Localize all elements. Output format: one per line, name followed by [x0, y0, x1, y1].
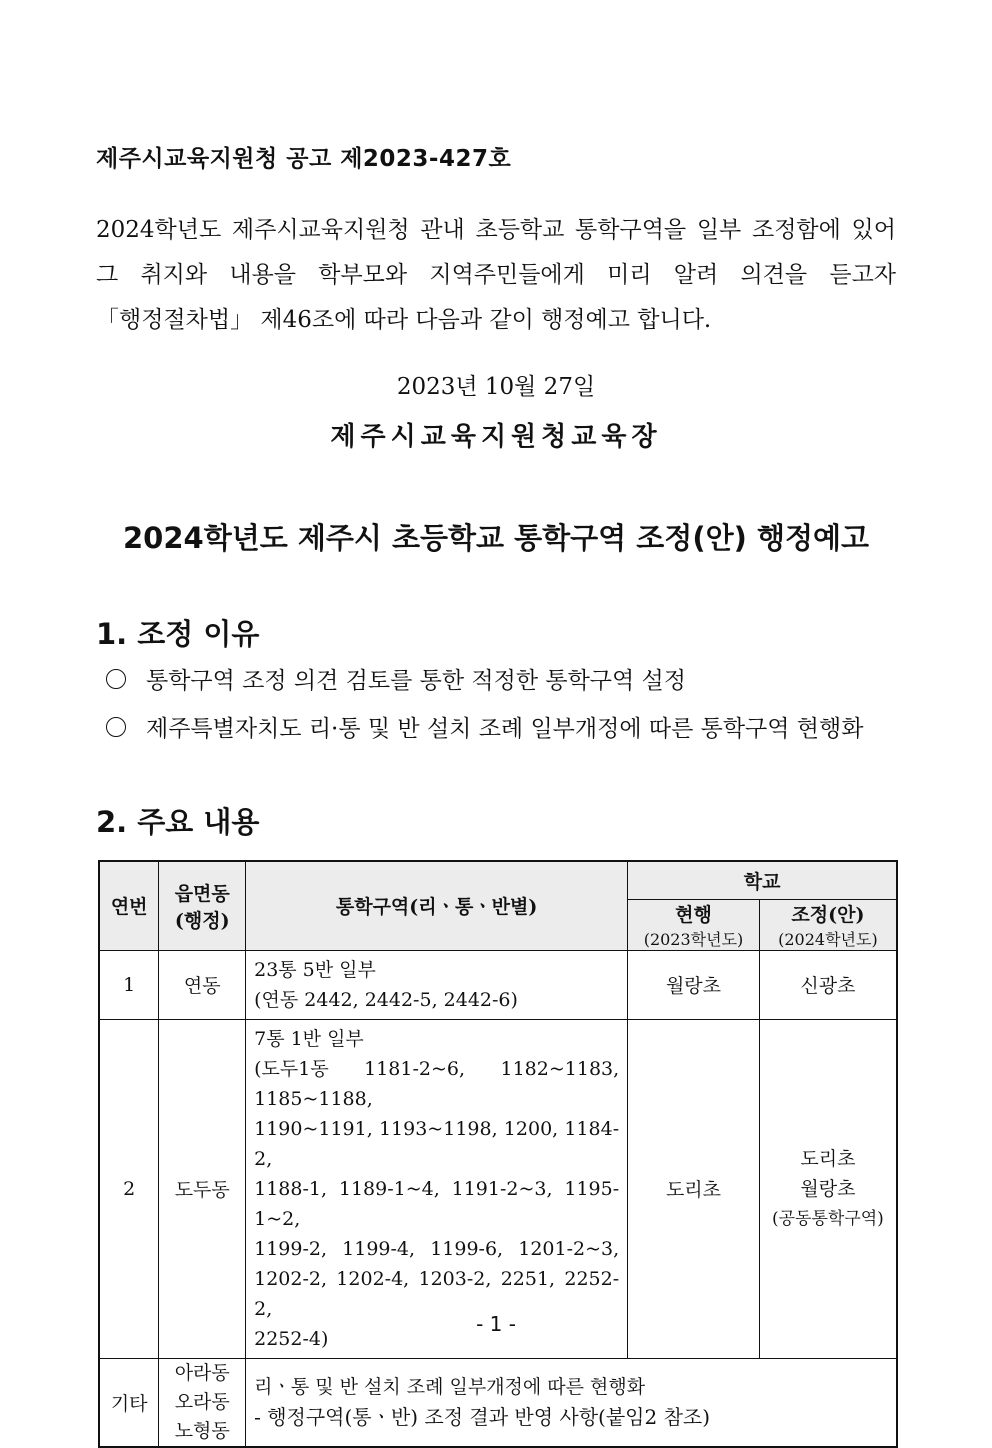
cell-other-dongs: 아라동 오라동 노형동: [159, 1358, 246, 1447]
bullet-text: 통학구역 조정 의견 검토를 통한 적정한 통학구역 설정: [146, 668, 686, 694]
notice-number: 제주시교육지원청 공고 제2023-427호: [96, 146, 512, 172]
cell-other-content: 리ㆍ통 및 반 설치 조례 일부개정에 따른 현행화 - 행정구역(통ㆍ반) 조정 결과 반영 사항(붙임2 참조): [246, 1358, 897, 1447]
table-row-other: [99, 1358, 897, 1447]
document-title: 2024학년도 제주시 초등학교 통학구역 조정(안) 행정예고: [123, 521, 869, 555]
intro-line: 그 취지와 내용을 학부모와 지역주민들에게 미리 알려 의견을 듣고자: [96, 262, 896, 288]
cell-current-school: 도리초: [628, 1019, 760, 1358]
cell-current-school: 월랑초: [628, 950, 760, 1019]
page-number: - 1 -: [476, 1312, 516, 1336]
cell-area: 23통 5반 일부 (연동 2442, 2442-5, 2442-6): [246, 950, 628, 1019]
circle-bullet-icon: [106, 669, 126, 689]
cell-no: 2: [99, 1019, 159, 1358]
intro-paragraph: [96, 208, 896, 343]
bullet-item: [106, 710, 863, 743]
section-heading-reason: 1. 조정 이유: [96, 617, 260, 651]
intro-line: 「행정절차법」 제46조에 따라 다음과 같이 행정예고 합니다.: [96, 307, 712, 333]
table-row: [99, 950, 897, 1019]
cell-dong: 도두동: [159, 1019, 246, 1358]
cell-adjusted-school: 신광초: [759, 950, 897, 1019]
cell-other-label: 기타: [99, 1358, 159, 1447]
school-district-table: [98, 860, 898, 1448]
cell-adjusted-school: 도리초 월랑초 (공동통학구역): [759, 1019, 897, 1358]
intro-line: 2024학년도 제주시교육지원청 관내 초등학교 통학구역을 일부 조정함에 있어: [96, 217, 896, 243]
cell-area: 7통 1반 일부 (도두1동 1181-2~6, 1182~1183, 1185~1188, 1190~1191, 1193~1198, 1200, 1184-2, 1188-1, 1189-1~4, 1191-2~3, 1195-1~2, 1199-2, 1199-4, 1199-6, 1201-2~3, 1202-2, 1202-4, 1203-2, 2251, 2252-2, 2252-4): [246, 1019, 628, 1358]
section-heading-main-content: 2. 주요 내용: [96, 805, 260, 839]
cell-no: 1: [99, 950, 159, 1019]
header-adjusted: 조정(안) (2024학년도): [759, 899, 897, 950]
bullet-text: 제주특별자치도 리·통 및 반 설치 조례 일부개정에 따른 통학구역 현행화: [146, 716, 864, 742]
bullet-item: [106, 662, 686, 695]
notice-date: 2023년 10월 27일: [396, 374, 596, 400]
header-no: 연번: [99, 861, 159, 950]
table-row: [99, 1019, 897, 1358]
header-school: 학교: [628, 861, 897, 899]
header-dong: 읍면동 (행정): [159, 861, 246, 950]
issuer-name: 제주시교육지원청교육장: [330, 422, 662, 452]
header-area: 통학구역(리ㆍ통ㆍ반별): [246, 861, 628, 950]
header-current: 현행 (2023학년도): [628, 899, 760, 950]
circle-bullet-icon: [106, 717, 126, 737]
cell-dong: 연동: [159, 950, 246, 1019]
